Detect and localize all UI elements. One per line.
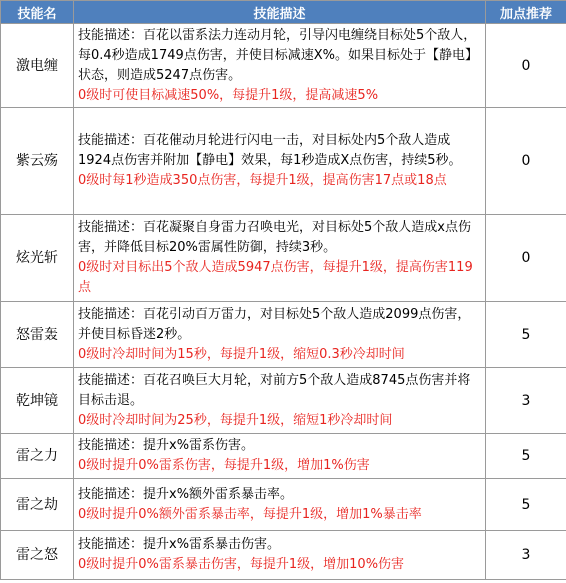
skill-name: 炫光斩 [1,215,74,302]
recommended-points: 5 [486,434,566,479]
skill-description-cell [74,531,486,580]
skill-name: 雷之怒 [1,531,74,580]
table-row [1,368,566,434]
skill-level-bonus: 0级时提升0%额外雷系暴击率，每提升1级，增加1%暴击率 [78,506,422,522]
skill-description: 技能描述：百花引动百万雷力，对目标处5个敌人造成2099点伤害，并使目标昏迷2秒。 [78,306,471,342]
skill-description: 技能描述：提升x%雷系伤害。 [78,438,255,453]
skill-level-bonus: 0级时冷却时间为25秒，每提升1级，缩短1秒冷却时间 [78,412,393,428]
skill-description: 技能描述：百花召唤巨大月轮，对前方5个敌人造成8745点伤害并将目标击退。 [78,372,471,408]
table-row [1,479,566,531]
skill-level-bonus: 0级时冷却时间为15秒，每提升1级，缩短0.3秒冷却时间 [78,346,405,362]
recommended-points: 5 [486,479,566,531]
header-skill-description: 技能描述 [74,1,486,24]
header-row [1,1,566,24]
skill-level-bonus: 0级时可使目标减速50%，每提升1级，提高减速5% [78,87,379,103]
skill-description: 技能描述：提升x%额外雷系暴击率。 [78,486,294,502]
recommended-points: 3 [486,531,566,580]
skill-level-bonus: 0级时提升0%雷系暴击伤害，每提升1级，增加10%伤害 [78,557,405,572]
skill-description-cell [74,215,486,302]
skill-name: 雷之力 [1,434,74,479]
recommended-points: 3 [486,368,566,434]
skill-level-bonus: 0级时提升0%雷系伤害，每提升1级，增加1%伤害 [78,458,370,473]
table-row [1,434,566,479]
table-row [1,108,566,215]
skill-description-cell [74,479,486,531]
table-row [1,24,566,108]
skill-description: 技能描述：百花以雷系法力连动月轮，引导闪电缠绕目标处5个敌人，每0.4秒造成1749点伤害，并使目标减速X%。如果目标处于【静电】状态，则造成5247点伤害。 [78,27,479,83]
skill-description-cell [74,302,486,368]
skill-name: 雷之劫 [1,479,74,531]
skill-description-cell [74,108,486,215]
header-skill-name: 技能名 [1,1,74,24]
recommended-points: 0 [486,24,566,108]
skill-level-bonus: 0级时对目标出5个敌人造成5947点伤害，每提升1级，提高伤害119点 [78,260,473,295]
header-recommended-points: 加点推荐 [486,1,566,24]
table-row [1,215,566,302]
skill-description-cell [74,24,486,108]
recommended-points: 5 [486,302,566,368]
skill-name: 紫云殇 [1,108,74,215]
skill-name: 怒雷轰 [1,302,74,368]
table-row [1,302,566,368]
skill-description: 技能描述：提升x%雷系暴击伤害。 [78,537,281,552]
skill-name: 乾坤镜 [1,368,74,434]
recommended-points: 0 [486,108,566,215]
skill-description-cell [74,368,486,434]
table-row [1,531,566,580]
skill-description: 技能描述：百花凝聚自身雷力召唤电光，对目标处5个敌人造成x点伤害，并降低目标20%雷属性防御，持续3秒。 [78,220,471,255]
skill-description: 技能描述：百花催动月轮进行闪电一击，对目标处内5个敌人造成1924点伤害并附加【静电】效果，每1秒造成X点伤害，持续5秒。 [78,133,462,168]
skill-level-bonus: 0级时每1秒造成350点伤害，每提升1级，提高伤害17点或18点 [78,173,447,188]
skill-description-cell [74,434,486,479]
skill-name: 激电缠 [1,24,74,108]
recommended-points: 0 [486,215,566,302]
